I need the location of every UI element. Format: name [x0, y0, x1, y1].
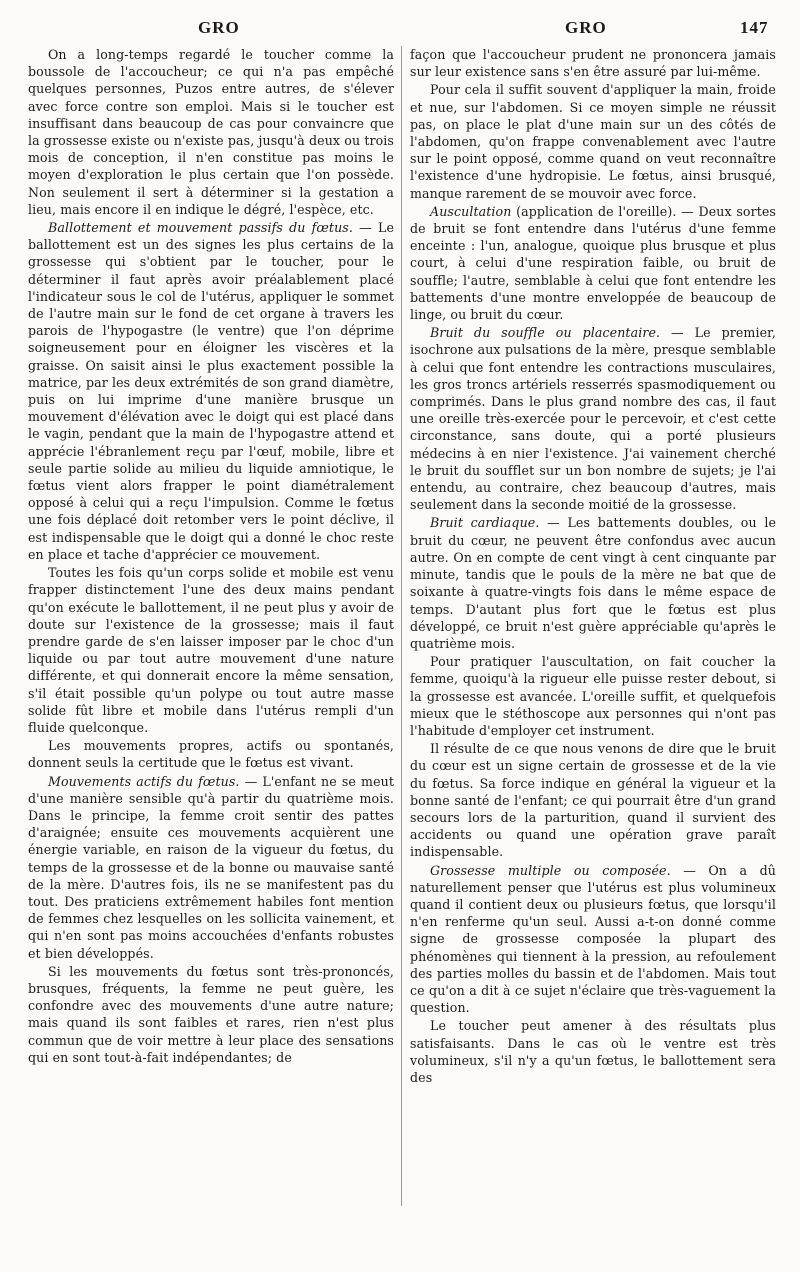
paragraph-text: — Les battements doubles, ou le bruit du cœur, ne peuvent être confondus avec aucun autre. On en compte de cent vingt à cent cinquante par minute, tandis que le pouls de la mère ne bat que de soixante à quatre-vingts fois dans le même espace de temps. D'autant plus fort que le fœtus est plus développé, ce bruit n'est guère appréciable qu'après le quatrième mois. — [410, 515, 777, 651]
paragraph — [28, 773, 394, 962]
paragraph-text: On a long-temps regardé le toucher comme la boussole de l'accoucheur; ce qui n'a pas empêché quelques personnes, Puzos entre autres, de s'élever avec force contre son emploi. Mais si le toucher est insuffisant dans beaucoup de cas pour convaincre que la grossesse existe ou n'existe pas, jusqu'à deux ou trois mois de conception, il n'en constitue pas moins le moyen d'exploration le plus certain que l'on possède. Non seulement il sert à déterminer si la gestation a lieu, mais encore il en indique le dégré, l'espèce, etc. — [28, 47, 394, 217]
paragraph-text: — On a dû naturellement penser que l'utérus est plus volumineux quand il contient deux ou plusieurs fœtus, que lorsqu'il n'en renferme qu'un seul. Aussi a-t-on donné comme signe de grossesse composée la plupart des phénomènes qui tiennent à la pression, au refoulement des parties molles du bassin et de l'abdomen. Mais tout ce qu'on a dit à ce sujet n'éclaire que très-vaguement la question. — [410, 862, 776, 1016]
paragraph — [28, 963, 394, 1066]
paragraph — [410, 862, 776, 1017]
paragraph-lead: Bruit cardiaque. — [430, 515, 540, 531]
paragraph-text: Le toucher peut amener à des résultats plus satisfaisants. Dans le cas où le ventre est très volumineux, s'il n'y a qu'un fœtus, le ballottement sera des — [410, 1018, 776, 1085]
paragraph-lead: Bruit du souffle ou placentaire. — [430, 325, 661, 341]
column-divider — [401, 46, 402, 1206]
paragraph-text: Pour pratiquer l'auscultation, on fait coucher la femme, quoiqu'à la rigueur elle puisse rester debout, si la grossesse est avancée. L'oreille suffit, et quelquefois mieux que le stéthoscope aux personnes qui n'ont pas l'habitude d'employer cet instrument. — [410, 654, 776, 738]
paragraph-text: Les mouvements propres, actifs ou spontanés, donnent seuls la certitude que le fœtus est vivant. — [28, 738, 394, 771]
paragraph — [410, 514, 776, 652]
paragraph-lead: Mouvements actifs du fœtus. — [48, 773, 240, 789]
paragraph — [410, 1017, 776, 1086]
running-head-center: GRO — [565, 18, 607, 37]
paragraph-text: Toutes les fois qu'un corps solide et mobile est venu frapper distinctement l'une des deux mains pendant qu'on exécute le ballottement, il ne peut plus y avoir de doute sur l'existence de la grossesse; mais il faut prendre garde de s'en laisser imposer par le choc d'un liquide ou par tout autre mouvement d'une nature différente, et qui donnerait encore la même sensation, s'il était possible qu'un polype ou tout autre masse solide fût libre et mobile dans l'utérus rempli d'un fluide quelconque. — [28, 565, 394, 735]
right-column — [410, 46, 776, 1086]
paragraph-lead: Auscultation — [430, 203, 512, 219]
paragraph-text: façon que l'accoucheur prudent ne prononcera jamais sur leur existence sans s'en être assuré par lui-même. — [410, 47, 776, 80]
paragraph-text: — Le premier, isochrone aux pulsations de la mère, presque semblable à celui que font entendre les contractions musculaires, les gros troncs artériels resserrés spasmodiquement ou comprimés. Dans le plus grand nombre des cas, il faut une oreille très-exercée pour le percevoir, et c'est cette circonstance, sans doute, qui a porté plusieurs médecins à en nier l'existence. J'ai vainement cherché le bruit du soufflet sur un bon nombre de sujets; je l'ai entendu, au contraire, chez beaucoup d'autres, mais seulement dans la seconde moitié de la grossesse. — [410, 325, 776, 513]
paragraph — [410, 81, 776, 201]
paragraph — [28, 564, 394, 736]
paragraph-text: — L'enfant ne se meut d'une manière sensible qu'à partir du quatrième mois. Dans le principe, la femme croit sentir des pattes d'araignée; ensuite ces mouvements acquièrent une énergie variable, en raison de la vigueur du fœtus, du temps de la grossesse et de la bonne ou mauvaise santé de la mère. D'autres fois, ils ne se manifestent pas du tout. Des praticiens extrêmement habiles font mention de femmes chez lesquelles on les sollicita vainement, et qui n'en sont pas moins accouchées d'enfants robustes et bien développés. — [28, 773, 395, 961]
paragraph — [410, 46, 776, 80]
paragraph-text: (application de l'oreille). — Deux sortes de bruit se font entendre dans l'utérus d'une femme enceinte : l'un, analogue, quoique plus brusque et plus court, à celui d'une respiration faible, ou bruit de souffle; l'autre, semblable à celui que font entendre les battements d'une montre enveloppée de beaucoup de linge, ou bruit du cœur. — [410, 203, 776, 323]
paragraph-lead: Ballottement et mouvement passifs du fœtus. — [48, 220, 353, 236]
paragraph-text: — Le ballottement est un des signes les plus certains de la grossesse qui s'obtient par le toucher, pour le déterminer il faut après avoir préalablement placé l'indicateur sous le col de l'utérus, appliquer le sommet de l'autre main sur le fond de cet organe à travers les parois de l'hypogastre (le ventre) que l'on déprime soigneusement pour en éloigner les viscères et la graisse. On saisit ainsi le plus exactement possible la matrice, par les deux extrémités de son grand diamètre, puis on lui imprime d'une manière brusque un mouvement d'élévation avec le doigt qui est placé dans le vagin, pendant que la main de l'hypogastre attend et apprécie l'ébranlement reçu par l'œuf, mobile, libre et seule partie solide au milieu du liquide amniotique, le fœtus vient alors frapper le point diamétralement opposé à celui qui a reçu l'impulsion. Comme le fœtus une fois déplacé doit retomber vers le point déclive, il est indispensable que le doigt qui a donné le choc reste en place et tache d'apprécier ce mouvement. — [28, 220, 395, 562]
paragraph — [28, 737, 394, 771]
paragraph-text: Il résulte de ce que nous venons de dire que le bruit du cœur est un signe certain de grossesse et de la vie du fœtus. Sa force indique en général la vigueur et la bonne santé de l'enfant; ce qui pourrait être d'un grand secours lors de la parturition, quand il survient des accidents ou quand une opération grave paraît indispensable. — [410, 741, 776, 860]
paragraph — [410, 203, 776, 323]
running-head-left: GRO — [198, 18, 240, 37]
paragraph — [410, 324, 776, 513]
left-column — [28, 46, 394, 1066]
running-header — [0, 18, 800, 42]
paragraph-text: Si les mouvements du fœtus sont très-prononcés, brusques, fréquents, la femme ne peut guère, les confondre avec des mouvements d'une autre nature; mais quand ils sont faibles et rares, rien n'est plus commun que de voir mettre à leur place des sensations qui en sont tout-à-fait indépendantes; de — [28, 963, 394, 1065]
paragraph-lead: Grossesse multiple ou composée. — [430, 862, 671, 878]
paragraph — [28, 219, 394, 563]
paragraph — [28, 46, 394, 218]
paragraph — [410, 740, 776, 860]
paragraph — [410, 653, 776, 739]
paragraph-text: Pour cela il suffit souvent d'appliquer la main, froide et nue, sur l'abdomen. Si ce moyen simple ne réussit pas, on place le plat d'une main sur un des côtés de l'abdomen, qu'on frappe convenablement avec l'autre sur le point opposé, comme quand on veut reconnaître l'existence d'une hydropisie. Le fœtus, ainsi brusqué, manque rarement de se mouvoir avec force. — [410, 82, 776, 201]
page-number: 147 — [740, 18, 769, 37]
